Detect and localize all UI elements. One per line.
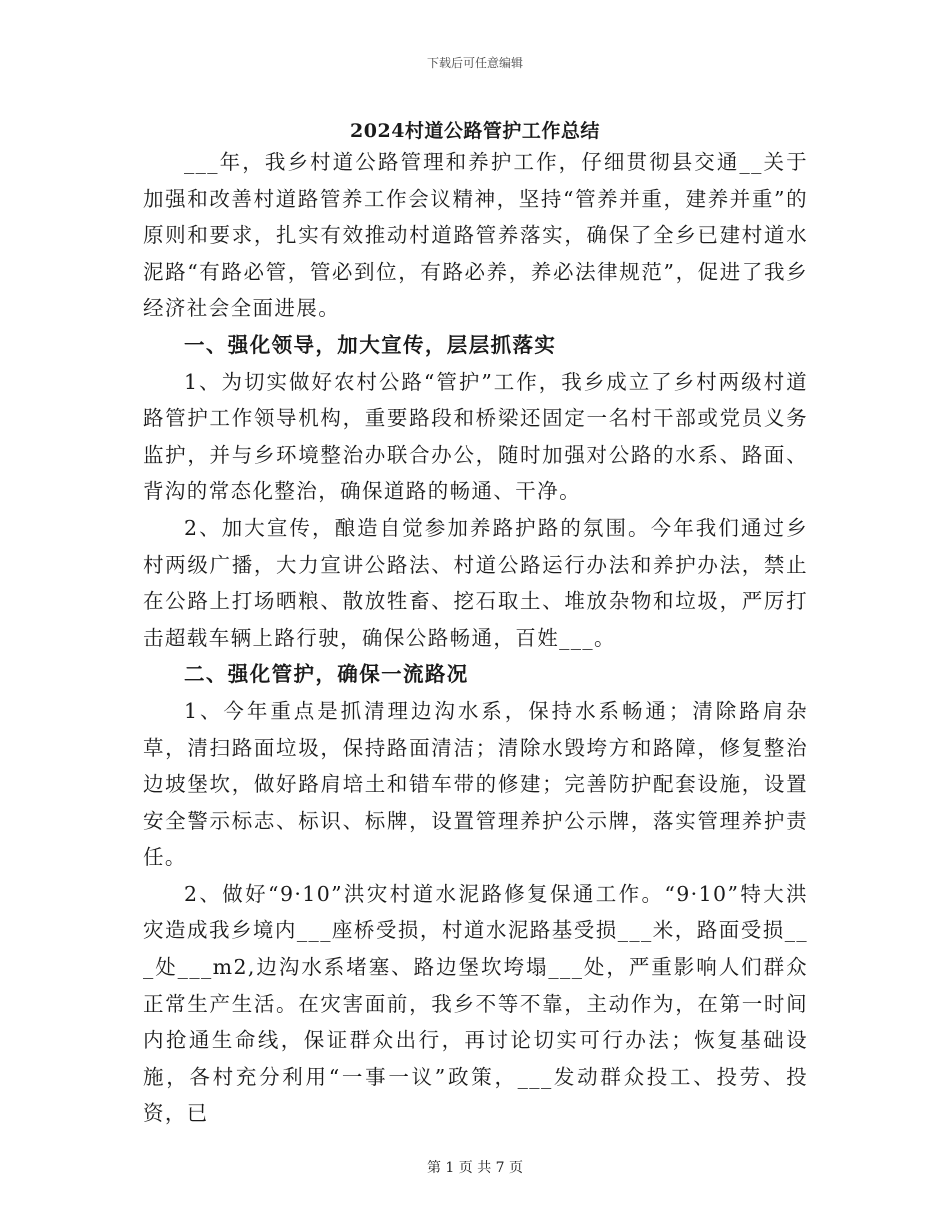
document-body <box>143 144 808 1132</box>
paragraph-intro: ___年，我乡村道公路管理和养护工作，仔细贯彻县交通__关于加强和改善村道路管养工作会议精神，坚持“管养并重，建养并重”的原则和要求，扎实有效推动村道路管养落实，确保了全乡已建村道水泥路“有路必管，管必到位，有路必养，养必法律规范”，促进了我乡经济社会全面进展。 <box>143 150 808 321</box>
section-heading-1: 一、强化领导，加大宣传，层层抓落实 <box>184 332 557 357</box>
paragraph-2-2: 2、做好“9·10”洪灾村道水泥路修复保通工作。“9·10”特大洪灾造成我乡境内___座桥受损，村道水泥路基受损___米，路面受损___处___m2,边沟水系堵塞、路边堡坎垮塌___处，严重影响人们群众正常生产生活。在灾害面前，我乡不等不靠，主动作为，在第一时间内抢通生命线，保证群众出行，再讨论切实可行办法；恢复基础设施，各村充分利用“一事一议”政策，___发动群众投工、投劳、投资，已 <box>143 881 808 1126</box>
paragraph-1-2: 2、加大宣传，酿造自觉参加养路护路的氛围。今年我们通过乡村两级广播，大力宣讲公路法、村道公路运行办法和养护办法，禁止在公路上打场晒粮、散放牲畜、挖石取土、堆放杂物和垃圾，严厉打击超载车辆上路行驶，确保公路畅通，百姓___。 <box>143 515 808 650</box>
section-heading-2: 二、强化管护，确保一流路况 <box>184 662 469 687</box>
paragraph-2-1: 1、今年重点是抓清理边沟水系，保持水系畅通；清除路肩杂草，清扫路面垃圾，保持路面清洁；清除水毁垮方和路障，修复整治边坡堡坎，做好路肩培土和错车带的修建；完善防护配套设施，设置安全警示标志、标识、标牌，设置管理养护公示牌，落实管理养护责任。 <box>143 698 808 870</box>
paragraph-1-1: 1、为切实做好农村公路“管护”工作，我乡成立了乡村两级村道路管护工作领导机构，重要路段和桥梁还固定一名村干部或党员义务监护，并与乡环境整治办联合办公，随时加强对公路的水系、路面、背沟的常态化整治，确保道路的畅通、干净。 <box>143 369 808 504</box>
document-title: 2024村道公路管护工作总结 <box>350 120 600 142</box>
page-footer: 第 1 页 共 7 页 <box>426 1160 524 1176</box>
page-header: 下载后可任意编辑 <box>426 56 523 70</box>
